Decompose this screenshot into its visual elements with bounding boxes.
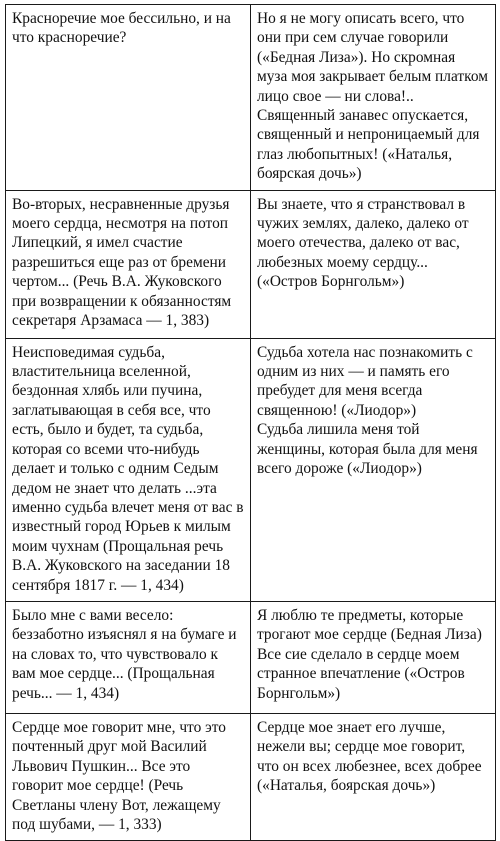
table-row bbox=[6, 713, 496, 840]
table-cell-right bbox=[251, 190, 496, 338]
cell-paragraph: Красноречие мое бессильно, и на что красноречие? bbox=[12, 10, 231, 47]
cell-paragraph: Было мне с вами весело: беззаботно изъяснял я на бумаге и на словах то, что чувствовало к вам мое сердце... (Прощальная речь... — 1, 434) bbox=[12, 606, 237, 702]
cell-paragraph: Судьба хотела нас познакомить с одним из них — и память его пребудет для меня всегда священною! («Лиодор») bbox=[257, 343, 473, 419]
table-cell-right bbox=[251, 5, 496, 191]
table-cell-left bbox=[6, 338, 251, 601]
table-cell-left bbox=[6, 5, 251, 191]
comparison-table bbox=[5, 4, 496, 841]
cell-paragraph: Но я не могу описать всего, что они при сем случае говорили («Бедная Лиза»). Но скромная муза моя закрывает белым платком лицо свое — ни слова!.. Священный занавес опускается, священный и непроницаемый для глаз любопытных! («Наталья, боярская дочь») bbox=[257, 10, 488, 183]
cell-paragraph: Неисповедимая судьба, властительница вселенной, бездонная хлябь или пучина, заглатывающая в себя все, что есть, было и будет, та судьба, которая со всеми что-нибудь делает и только с одним Седым дедом не знает что делать ...эта именно судьба влечет меня от вас в известный город Юрьев к милым моим чухнам (Прощальная речь В.А. Жуковского на заседании 18 сентября 1817 г. — 1, 434) bbox=[12, 343, 244, 594]
cell-paragraph: Во-вторых, несравненные друзья моего сердца, несмотря на потоп Липецкий, я имел счастие разрешиться еще раз от бремени чертом... (Речь В.А. Жуковского при возвращении к обязанностям секретаря Арзамаса — 1, 383) bbox=[12, 195, 232, 330]
table-cell-right bbox=[251, 338, 496, 601]
cell-paragraph: Все сие сделало в сердце моем странное впечатление («Остров Борнгольм») bbox=[257, 645, 465, 702]
table-row bbox=[6, 338, 496, 601]
cell-paragraph: Сердце мое знает его лучше, нежели вы; сердце мое говорит, что он всех любезнее, всех добрее («Наталья, боярская дочь») bbox=[257, 718, 482, 795]
cell-paragraph: Я люблю те предметы, которые трогают мое сердце (Бедная Лиза) bbox=[257, 606, 482, 644]
document-page bbox=[5, 4, 493, 841]
table-row bbox=[6, 5, 496, 191]
table-cell-left bbox=[6, 713, 251, 840]
table-row bbox=[6, 190, 496, 338]
cell-paragraph: Вы знаете, что я странствовал в чужих землях, далеко, далеко от моего отечества, далеко от вас, любезных моему сердцу... («Остров Борнгольм») bbox=[257, 195, 469, 291]
table-cell-right bbox=[251, 713, 496, 840]
cell-paragraph: Сердце мое говорит мне, что это почтенный друг мой Василий Львович Пушкин... Все это говорит мое сердце! (Речь Светланы члену Вот, лежащему под шубами, — 1, 333) bbox=[12, 718, 226, 833]
table-cell-right bbox=[251, 601, 496, 713]
cell-paragraph: Судьба лишила меня той женщины, которая была для меня всего дороже («Лиодор») bbox=[257, 421, 478, 478]
table-cell-left bbox=[6, 190, 251, 338]
table-cell-left bbox=[6, 601, 251, 713]
table-row bbox=[6, 601, 496, 713]
